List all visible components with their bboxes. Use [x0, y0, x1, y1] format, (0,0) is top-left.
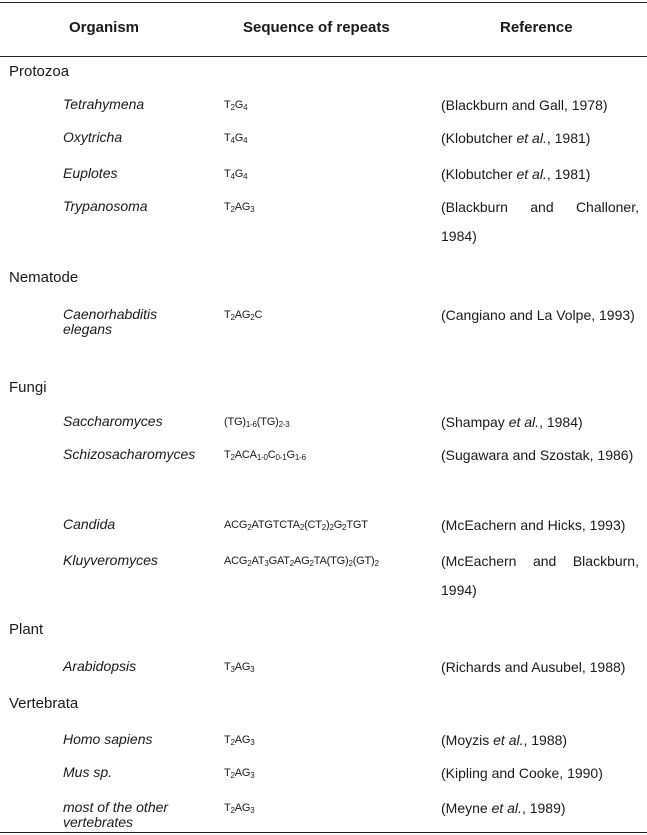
group-nematode: Nematode	[9, 269, 79, 286]
bottom-rule	[0, 832, 647, 833]
reference-cell: (Sugawara and Szostak, 1986)	[441, 447, 634, 463]
group-protozoa: Protozoa	[9, 63, 70, 80]
organism-cell: Kluyveromyces	[63, 552, 158, 568]
reference-cell: (Richards and Ausubel, 1988)	[441, 659, 626, 675]
sequence-cell: $T_4G_4$	[224, 132, 248, 145]
sequence-cell: $T_2AG_3$	[224, 767, 255, 780]
header-reference: Reference	[500, 19, 573, 36]
sequence-cell: $T_2AG_2C$	[224, 309, 263, 322]
sequence-cell: $T_2AG_3$	[224, 802, 255, 815]
organism-cell: Homo sapiens	[63, 731, 153, 747]
sequence-cell: $ACG_2ATGTCTA_2(CT_2)_2G_2TGT$	[224, 519, 368, 532]
reference-cell: (Klobutcher et al., 1981)	[441, 166, 591, 182]
reference-cell: (Shampay et al., 1984)	[441, 414, 583, 430]
organism-cell: Saccharomyces	[63, 413, 163, 429]
header-rule	[0, 56, 647, 57]
sequence-cell: $T_2AG_3$	[224, 734, 255, 747]
sequence-cell: $T_3AG_3$	[224, 661, 255, 674]
top-rule	[0, 2, 647, 3]
organism-cell: Trypanosoma	[63, 198, 148, 214]
sequence-cell: $T_2ACA_{1-0}C_{0-1}G_{1-6}$	[224, 449, 306, 462]
sequence-cell: $(TG)_{1-6}(TG)_{2-3}$	[224, 416, 290, 429]
group-vertebrata: Vertebrata	[9, 695, 79, 712]
sequence-cell: $ACG_2AT_3GAT_2AG_2TA(TG)_2(GT)_2$	[224, 555, 379, 568]
reference-cell: (Klobutcher et al., 1981)	[441, 130, 591, 146]
organism-cell: Candida	[63, 516, 116, 532]
sequence-cell: $T_4G_4$	[224, 168, 248, 181]
reference-cell: (Kipling and Cooke, 1990)	[441, 765, 603, 781]
reference-cell: (Cangiano and La Volpe, 1993)	[441, 307, 635, 323]
header-sequence: Sequence of repeats	[243, 19, 390, 36]
reference-cell: (McEachern and Hicks, 1993)	[441, 517, 626, 533]
organism-cell: most of the other vertebrates	[63, 799, 169, 830]
reference-cell: (McEachern and Blackburn, 1994)	[441, 553, 639, 598]
sequence-cell: $T_2G_4$	[224, 99, 248, 112]
sequence-cell: $T_2AG_3$	[224, 201, 255, 214]
organism-cell: Schizosacharomyces	[63, 446, 196, 462]
reference-cell: (Meyne et al., 1989)	[441, 800, 566, 816]
reference-cell: (Blackburn and Challoner, 1984)	[441, 199, 639, 244]
reference-cell: (Blackburn and Gall, 1978)	[441, 97, 608, 113]
organism-cell: Oxytricha	[63, 129, 123, 145]
group-plant: Plant	[9, 621, 44, 638]
organism-cell: Tetrahymena	[63, 96, 145, 112]
reference-cell: (Moyzis et al., 1988)	[441, 732, 568, 748]
organism-cell: Mus sp.	[63, 764, 113, 780]
organism-cell: Arabidopsis	[63, 658, 137, 674]
header-organism: Organism	[69, 19, 140, 36]
organism-cell: Euplotes	[63, 165, 118, 181]
group-fungi: Fungi	[9, 379, 47, 396]
organism-cell: Caenorhabditis elegans	[63, 306, 158, 337]
